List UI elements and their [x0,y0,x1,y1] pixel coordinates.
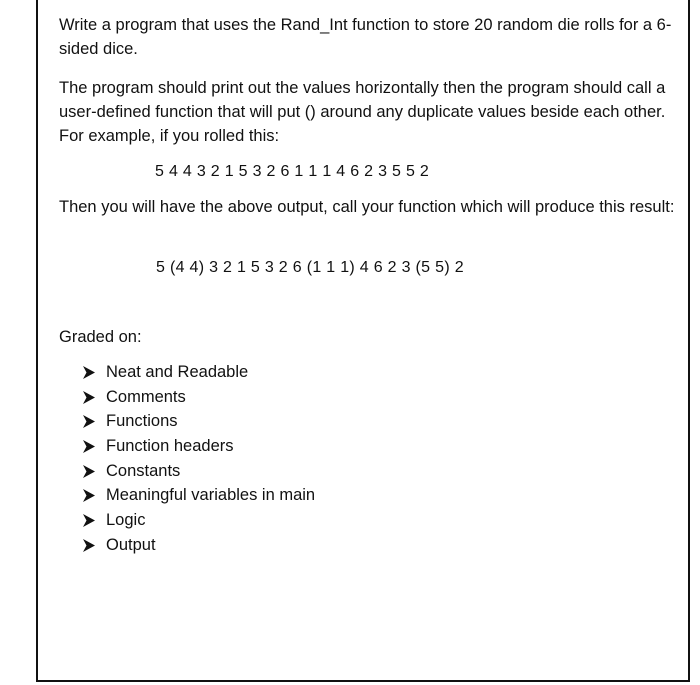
criterion-label: Output [106,535,156,554]
criterion-label: Constants [106,461,181,480]
arrowhead-bullet-icon [83,539,95,552]
list-item [83,360,315,385]
list-item [83,385,315,410]
assignment-intro: Write a program that uses the Rand_Int function to store 20 random die rolls for a 6-sided dice. [59,16,672,58]
list-item [83,508,315,533]
criterion-label: Logic [106,510,146,529]
list-item [83,483,315,508]
example-rolls: 5 4 4 3 2 1 5 3 2 6 1 1 1 4 6 2 3 5 5 2 [155,163,430,180]
graded-on-heading: Graded on: [59,328,142,346]
criterion-label: Comments [106,387,186,406]
list-item [83,434,315,459]
criterion-label: Neat and Readable [106,362,249,381]
arrowhead-bullet-icon [83,391,95,404]
arrowhead-bullet-icon [83,514,95,527]
example-result: 5 (4 4) 3 2 1 5 3 2 6 (1 1 1) 4 6 2 3 (5 5) 2 [156,259,464,276]
arrowhead-bullet-icon [83,465,95,478]
arrowhead-bullet-icon [83,489,95,502]
grading-criteria-list [83,360,315,558]
list-item [83,533,315,558]
arrowhead-bullet-icon [83,440,95,453]
list-item [83,409,315,434]
assignment-instructions: The program should print out the values horizontally then the program should call a user-defined function that will put () around any duplicate values beside each other. For example, if you rolled this: [59,79,666,145]
arrowhead-bullet-icon [83,415,95,428]
criterion-label: Functions [106,412,178,431]
arrowhead-bullet-icon [83,366,95,379]
assignment-then-text: Then you will have the above output, call your function which will produce this result: [59,198,675,216]
list-item [83,459,315,484]
criterion-label: Meaningful variables in main [106,486,316,505]
criterion-label: Function headers [106,436,234,455]
